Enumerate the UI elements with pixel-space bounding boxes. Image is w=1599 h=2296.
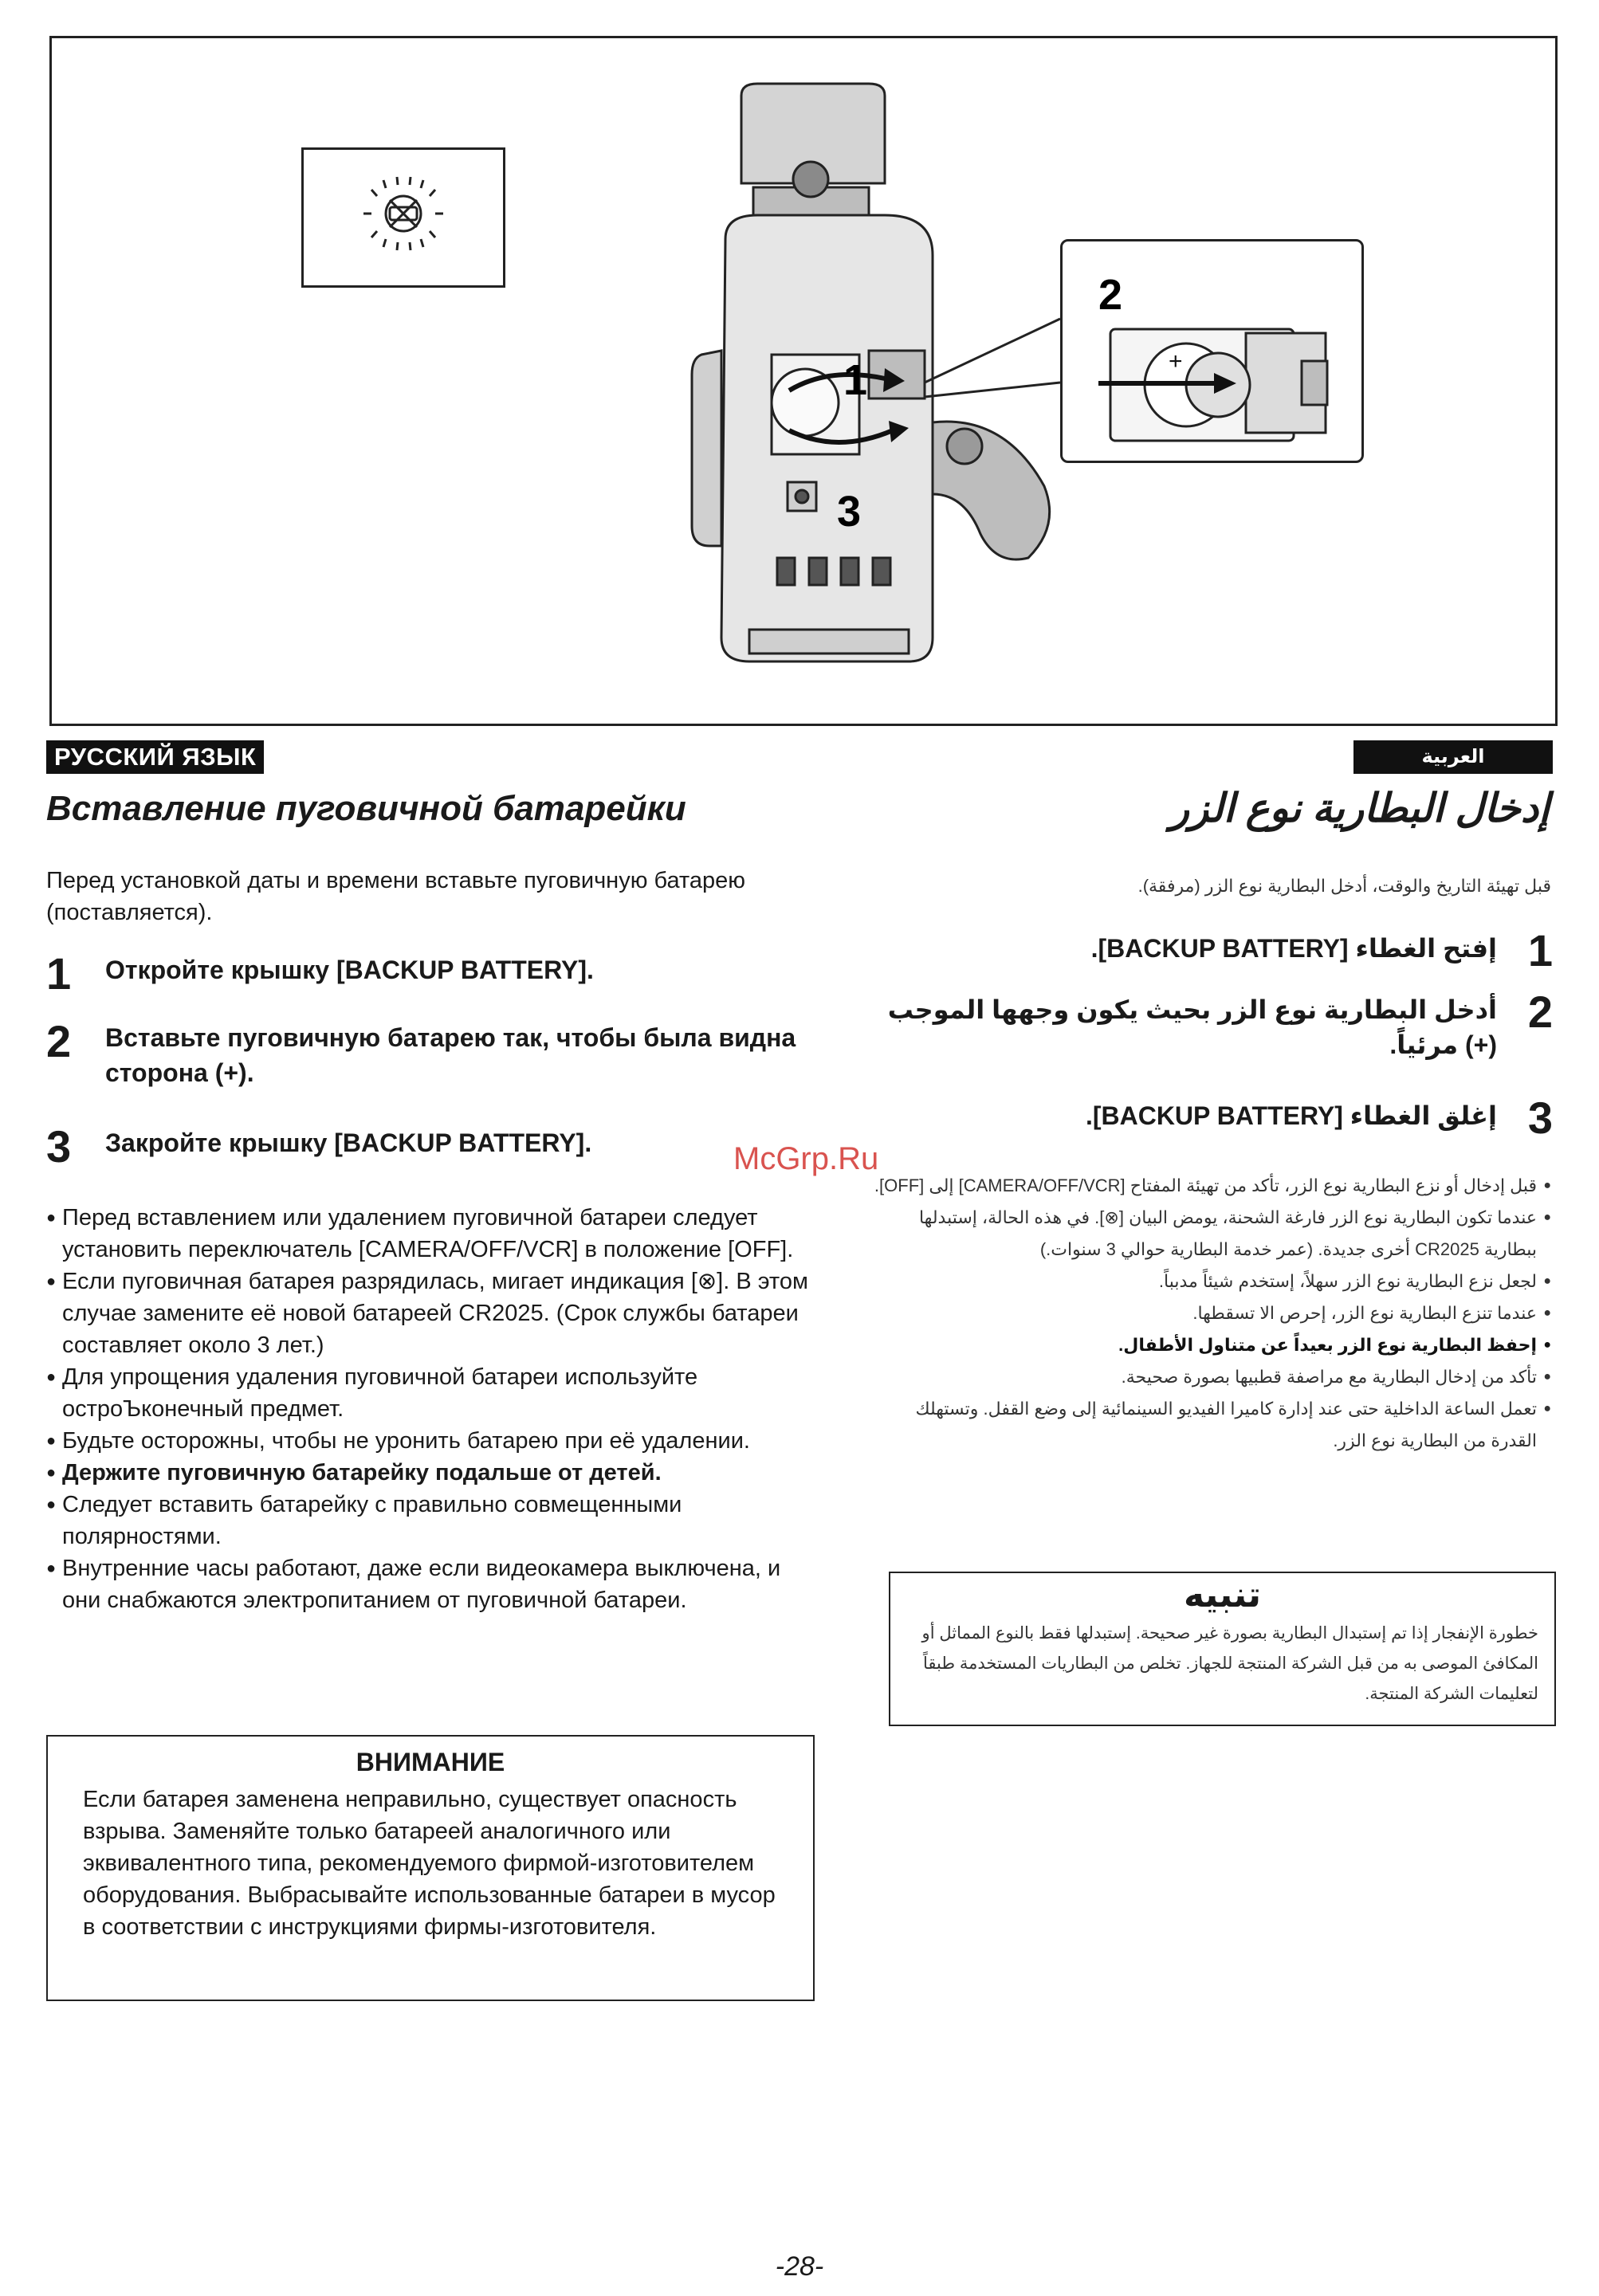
list-item: ● Перед вставлением или удалением пуговичной батареи следует установить переключатель [CAMERA/OFF/VCR] в положение [OFF].: [46, 1202, 811, 1266]
list-item: ● Следует вставить батарейку с правильно совмещенными полярностями.: [46, 1489, 811, 1552]
russian-step-3: [46, 1121, 811, 1172]
list-item: ● تأكد من إدخال البطارية مع مراصفة قطبيها بصورة صحيحة.: [866, 1361, 1551, 1393]
step-number: 3: [46, 1121, 72, 1172]
step-number: 2: [46, 1016, 72, 1066]
lcd-indicator-box: [301, 147, 505, 288]
list-item: ● Внутренние часы работают, даже если видеокамера выключена, и они снабжаются электропитанием от пуговичной батареи.: [46, 1552, 811, 1616]
arabic-intro: قبل تهيئة التاريخ والوقت، أدخل البطارية نوع الزر (مرفقة).: [1137, 876, 1551, 896]
warning-heading: ВНИМАНИЕ: [356, 1748, 505, 1776]
step-text: Откройте крышку [BACKUP BATTERY].: [105, 956, 594, 984]
coin-battery-insertion-detail: [1063, 241, 1361, 461]
step-number: 2: [1527, 987, 1553, 1037]
russian-step-1: [46, 948, 811, 999]
step-text: إغلق الغطاء [BACKUP BATTERY].: [1085, 1101, 1497, 1130]
russian-intro: Перед установкой даты и времени вставьте пуговичную батарею (поставляется).: [46, 868, 746, 925]
step-number: 1: [46, 948, 72, 999]
plus-sign: +: [1169, 348, 1183, 375]
arabic-step-1: [851, 925, 1553, 975]
step-text: Закройте крышку [BACKUP BATTERY].: [105, 1128, 592, 1157]
warning-text: Если батарея заменена неправильно, существует опасность взрыва. Заменяйте только батареей аналогичного или эквивалентного типа, рекомендуемого фирмой-изготовителем оборудования. Выбрасывайте использованные батареи в мусор в соответствии с инструкциями фирмы-изготовителя.: [83, 1787, 776, 1940]
step-text: إفتح الغطاء [BACKUP BATTERY].: [1090, 934, 1497, 963]
russian-language-tag: РУССКИЙ ЯЗЫК: [46, 740, 264, 774]
step-number: 3: [1527, 1093, 1553, 1143]
list-item: ● Будьте осторожны, чтобы не уронить батарею при её удалении.: [46, 1425, 811, 1457]
list-item: ● لجعل نزع البطارية نوع الزر سهلاً، إستخدم شيئاً مدبباً.: [866, 1266, 1551, 1297]
list-item: ● عندما تنزع البطارية نوع الزر، إحرص الا تسقطها.: [866, 1297, 1551, 1329]
list-item: ● تعمل الساعة الداخلية حتى عند إدارة كاميرا الفيديو السينمائية إلى وضع القفل. وتستهلك القدرة من البطارية نوع الزر.: [866, 1393, 1551, 1457]
blinking-battery-indicator-icon: [304, 150, 503, 285]
arabic-step-2: [851, 987, 1553, 1062]
list-item: ● قبل إدخال أو نزع البطارية نوع الزر، تأكد من تهيئة المفتاح [CAMERA/OFF/VCR] إلى [OFF].: [866, 1170, 1551, 1202]
arabic-warning-box: [889, 1572, 1556, 1726]
arabic-title: إدخال البطارية نوع الزر: [1169, 786, 1550, 830]
list-item: ● عندما تكون البطارية نوع الزر فارغة الشحنة، يومض البيان [⊗]. في هذه الحالة، إستبدلها ببطارية CR2025 أخرى جديدة. (عمر خدمة البطارية حوالي 3 سنوات.): [866, 1202, 1551, 1266]
list-item: ● Держите пуговичную батарейку подальше от детей.: [46, 1457, 811, 1489]
russian-warning-box: [46, 1735, 815, 2001]
figure-label-1: 1: [843, 356, 868, 404]
russian-title: Вставление пуговичной батарейки: [46, 789, 686, 828]
step-text: أدخل البطارية نوع الزر بحيث يكون وجهها الموجب (+) مرئياً.: [887, 995, 1497, 1059]
russian-step-2: [46, 1016, 811, 1090]
list-item: ● إحفظ البطارية نوع الزر بعيداً عن متناول الأطفال.: [866, 1329, 1551, 1361]
warning-heading: تنبيه: [1183, 1576, 1262, 1615]
warning-text: خطورة الإنفجار إذا تم إستبدال البطارية بصورة غير صحيحة. إستبدلها فقط بالنوع المماثل أو المكافئ الموصى به من قبل الشركة المنتجة للجهاز. تخلص من البطاريات المستخدمة طبقاً لتعليمات الشركة المنتجة.: [921, 1624, 1538, 1703]
list-item: ● Для упрощения удаления пуговичной батареи используйте остроЪконечный предмет.: [46, 1361, 811, 1425]
list-item: ● Если пуговичная батарея разрядилась, мигает индикация [⊗]. В этом случае замените её новой батареей CR2025. (Срок службы батареи составляет около 3 лет.): [46, 1266, 811, 1361]
step-number: 1: [1527, 925, 1553, 975]
inset-detail-box: [1060, 239, 1364, 463]
figure-label-3: 3: [837, 488, 862, 536]
arabic-notes-list: [866, 1170, 1551, 1457]
arabic-language-tag: العربية: [1353, 740, 1553, 774]
russian-notes-list: [46, 1202, 811, 1616]
arabic-step-3: [851, 1093, 1553, 1143]
watermark-text: McGrp.Ru: [733, 1141, 879, 1176]
step-text: Вставьте пуговичную батарею так, чтобы была видна сторона (+).: [105, 1023, 796, 1087]
figure-label-2: 2: [1098, 271, 1123, 319]
page-number: -28-: [775, 2251, 824, 2282]
